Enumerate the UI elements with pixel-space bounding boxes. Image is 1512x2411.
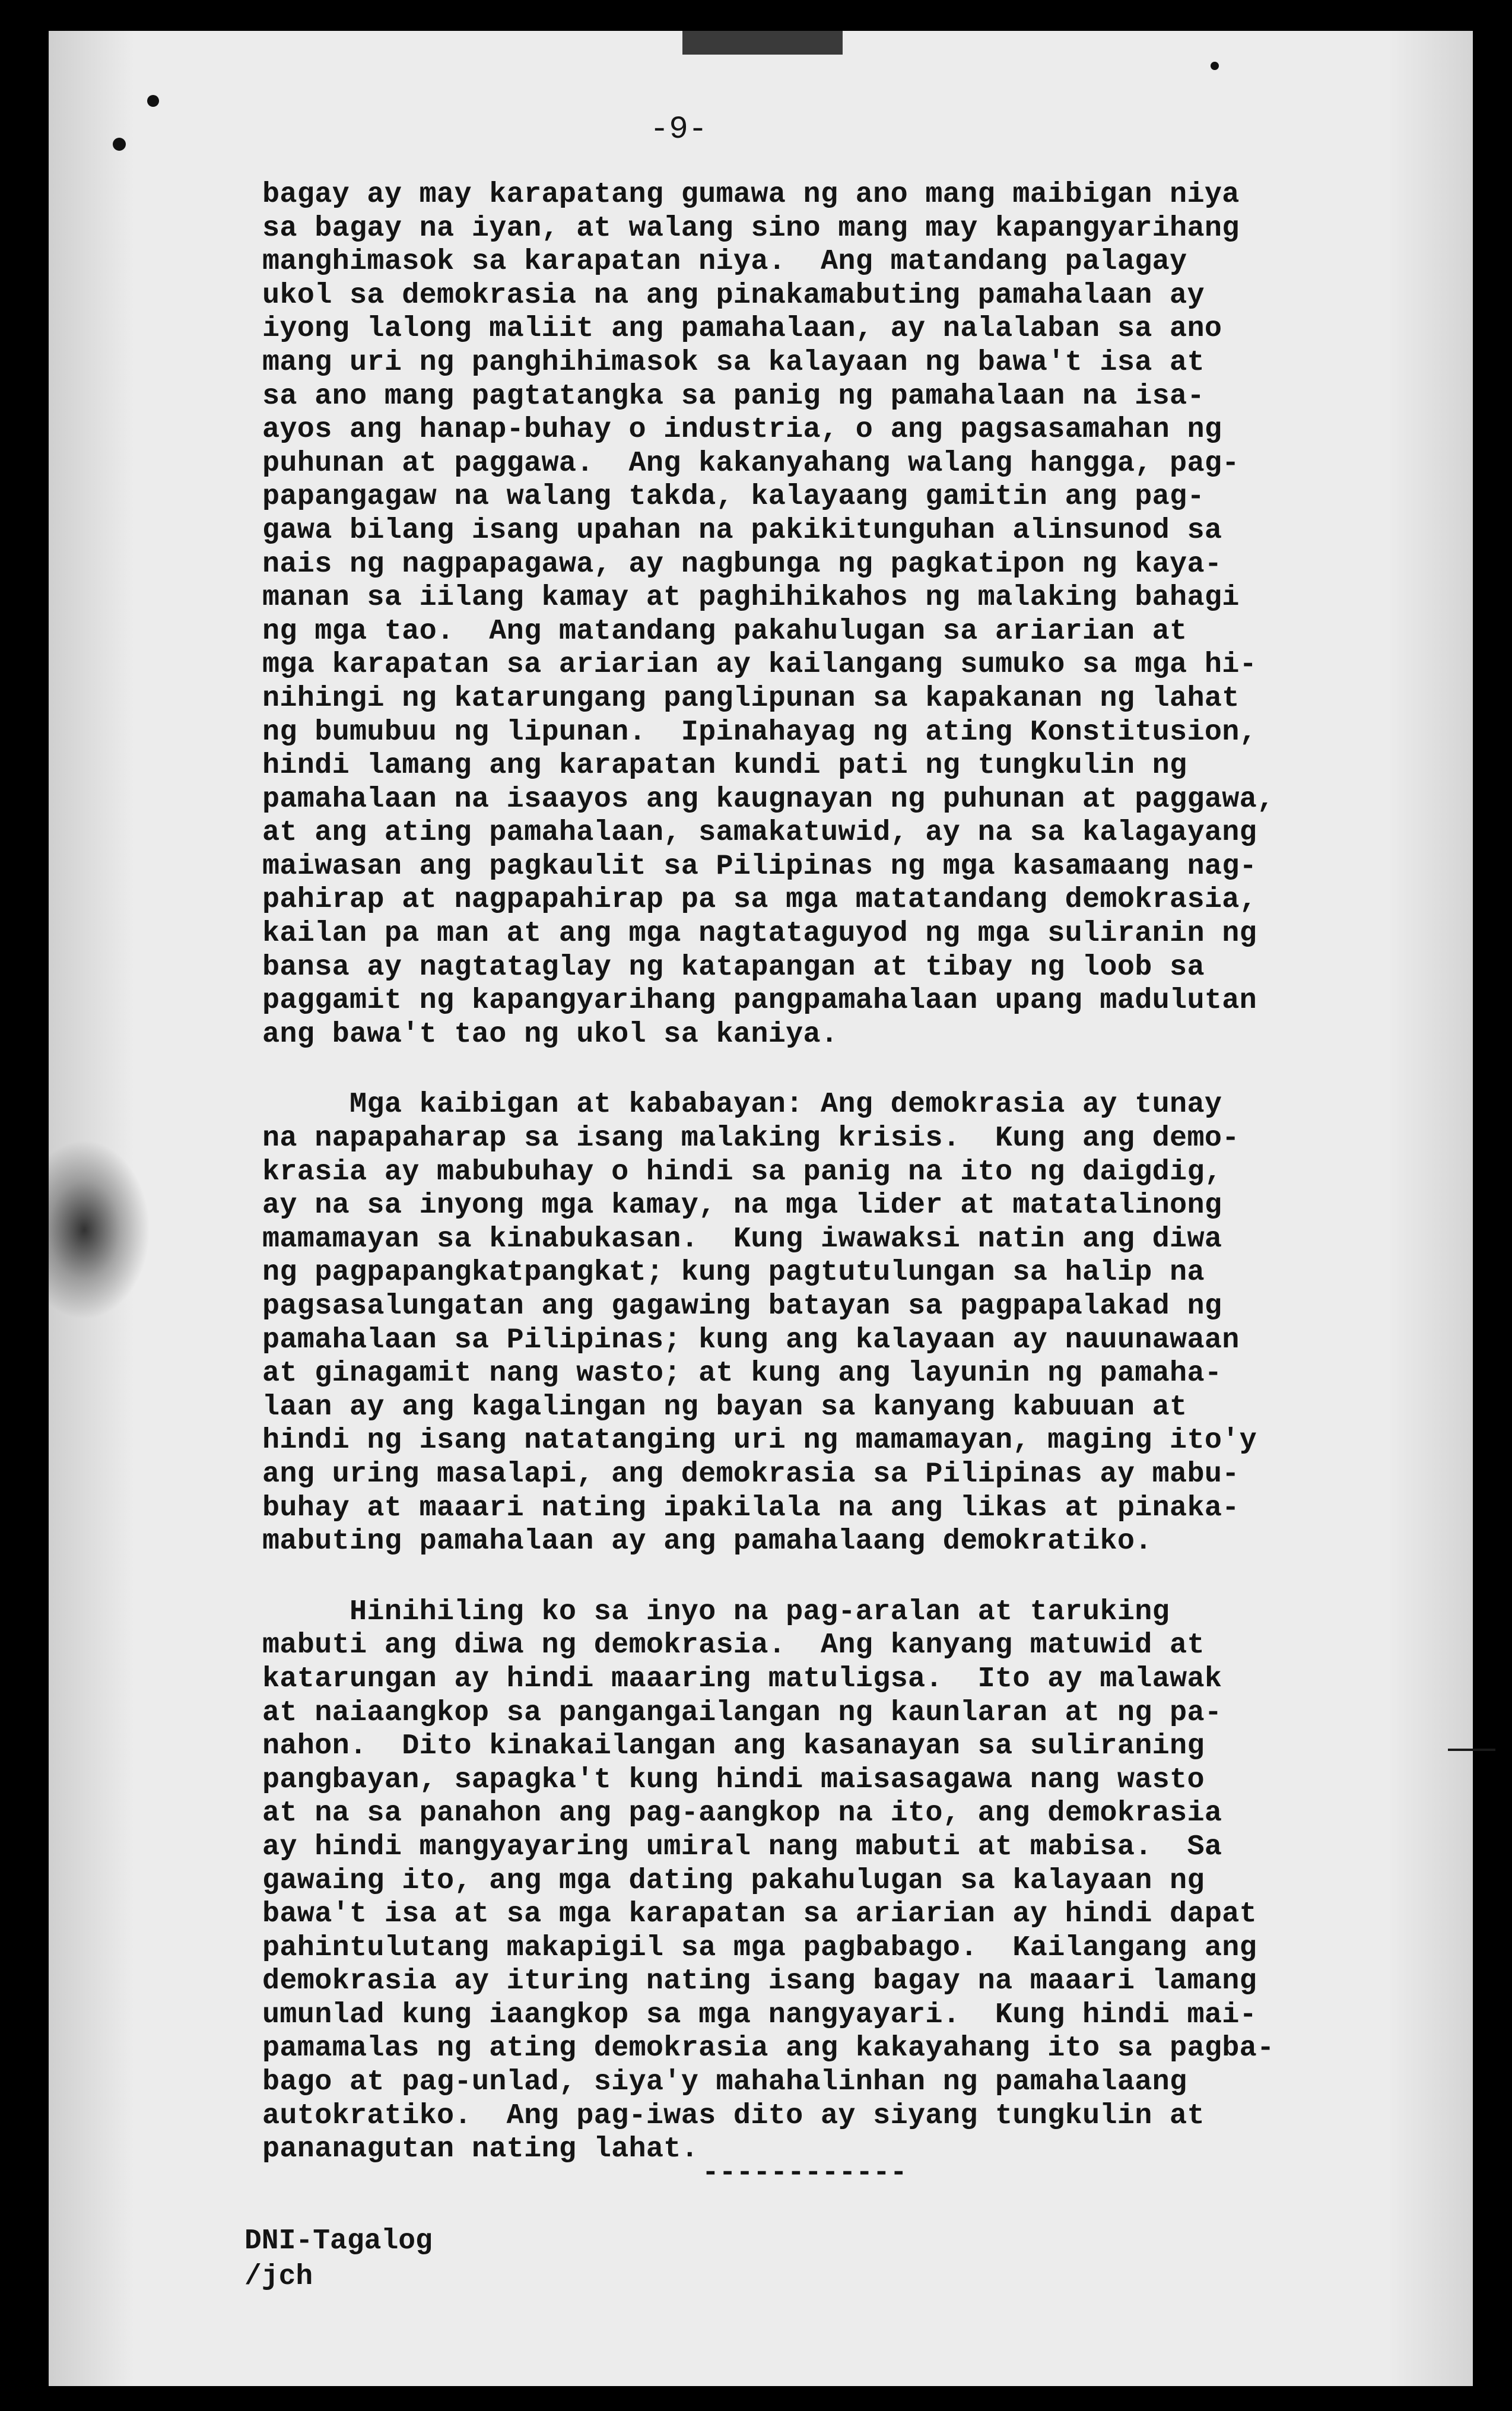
text-line: mabuti ang diwa ng demokrasia. Ang kanyang matuwid at bbox=[262, 1629, 1205, 1662]
text-line: Mga kaibigan at kababayan: Ang demokrasia ay tunay bbox=[262, 1088, 1222, 1121]
text-line: buhay at maaari nating ipakilala na ang likas at pinaka- bbox=[262, 1491, 1240, 1524]
text-line: bansa ay nagtataglay ng katapangan at tibay ng loob sa bbox=[262, 950, 1205, 984]
text-line: at ginagamit nang wasto; at kung ang layunin ng pamaha- bbox=[262, 1357, 1222, 1390]
text-line: ukol sa demokrasia na ang pinakamabuting pamahalaan ay bbox=[262, 278, 1205, 312]
edge-mark bbox=[1448, 1749, 1495, 1751]
text-line: ay hindi mangyayaring umiral nang mabuti at mabisa. Sa bbox=[262, 1830, 1222, 1863]
text-line: umunlad kung iaangkop sa mga nangyayari. Kung hindi mai- bbox=[262, 1998, 1257, 2031]
punch-hole bbox=[113, 138, 126, 151]
text-line: maiwasan ang pagkaulit sa Pilipinas ng mga kasamaang nag- bbox=[262, 849, 1257, 883]
text-line: pamamalas ng ating demokrasia ang kakayahang ito sa pagba- bbox=[262, 2032, 1275, 2065]
text-line: bawa't isa at sa mga karapatan sa ariarian ay hindi dapat bbox=[262, 1898, 1257, 1931]
text-line: pahintulutang makapigil sa mga pagbabago. Kailangang ang bbox=[262, 1931, 1257, 1964]
text-line: ng bumubuu ng lipunan. Ipinahayag ng ating Konstitusion, bbox=[262, 715, 1257, 748]
text-line: paggamit ng kapangyarihang pangpamahalaan upang madulutan bbox=[262, 984, 1257, 1017]
text-line: pananagutan nating lahat. bbox=[262, 2133, 699, 2166]
paragraph-1 bbox=[262, 178, 1366, 1051]
text-line: autokratiko. Ang pag-iwas dito ay siyang tungkulin at bbox=[262, 2099, 1205, 2132]
page-number: -9- bbox=[650, 112, 708, 148]
text-line: manan sa iilang kamay at paghihikahos ng malaking bahagi bbox=[262, 581, 1240, 614]
text-line: nais ng nagpapagawa, ay nagbunga ng pagkatipon ng kaya- bbox=[262, 547, 1222, 580]
text-line: ang uring masalapi, ang demokrasia sa Pilipinas ay mabu- bbox=[262, 1457, 1240, 1490]
text-line: at ang ating pamahalaan, samakatuwid, ay na sa kalagayang bbox=[262, 816, 1257, 849]
text-line: mang uri ng panghihimasok sa kalayaan ng bawa't isa at bbox=[262, 345, 1205, 379]
text-line: pamahalaan sa Pilipinas; kung ang kalayaan ay nauunawaan bbox=[262, 1323, 1240, 1356]
text-line: ay na sa inyong mga kamay, na mga lider at matatalinong bbox=[262, 1189, 1222, 1222]
punch-hole bbox=[1211, 62, 1219, 70]
text-line: at naiaangkop sa pangangailangan ng kaunlaran at ng pa- bbox=[262, 1696, 1222, 1729]
text-line: demokrasia ay ituring nating isang bagay na maaari lamang bbox=[262, 1965, 1257, 1998]
footer-line-1: DNI-Tagalog bbox=[244, 2225, 433, 2257]
text-line: pangbayan, sapagka't kung hindi maisasagawa nang wasto bbox=[262, 1763, 1205, 1796]
text-line: iyong lalong maliit ang pamahalaan, ay nalalaban sa ano bbox=[262, 312, 1222, 345]
footer-line-2: /jch bbox=[244, 2261, 313, 2293]
text-line: pahirap at nagpapahirap pa sa mga matatandang demokrasia, bbox=[262, 883, 1257, 916]
text-line: sa bagay na iyan, at walang sino mang may kapangyarihang bbox=[262, 211, 1240, 245]
text-line: manghimasok sa karapatan niya. Ang matandang palagay bbox=[262, 245, 1187, 278]
text-line: nihingi ng katarungang panglipunan sa kapakanan ng lahat bbox=[262, 681, 1240, 715]
text-line: mga karapatan sa ariarian ay kailangang sumuko sa mga hi- bbox=[262, 648, 1257, 681]
text-line: ang bawa't tao ng ukol sa kaniya. bbox=[262, 1017, 838, 1051]
body-text bbox=[262, 178, 1366, 2166]
text-line: puhunan at paggawa. Ang kakanyahang walang hangga, pag- bbox=[262, 446, 1240, 480]
text-line: bago at pag-unlad, siya'y mahahalinhan ng pamahalaang bbox=[262, 2066, 1187, 2099]
footer-reference bbox=[244, 2223, 433, 2295]
text-line: Hinihiling ko sa inyo na pag-aralan at taruking bbox=[262, 1595, 1170, 1628]
text-line: nahon. Dito kinakailangan ang kasanayan sa suliraning bbox=[262, 1730, 1205, 1763]
text-line: sa ano mang pagtatangka sa panig ng pamahalaan na isa- bbox=[262, 379, 1205, 413]
separator-line: ------------ bbox=[702, 2157, 907, 2189]
text-line: ng mga tao. Ang matandang pakahulugan sa ariarian at bbox=[262, 614, 1187, 648]
text-line: kailan pa man at ang mga nagtataguyod ng mga suliranin ng bbox=[262, 917, 1257, 950]
text-line: bagay ay may karapatang gumawa ng ano mang maibigan niya bbox=[262, 178, 1240, 211]
text-line: at na sa panahon ang pag-aangkop na ito, ang demokrasia bbox=[262, 1797, 1222, 1830]
text-line: laan ay ang kagalingan ng bayan sa kanyang kabuuan at bbox=[262, 1390, 1187, 1423]
paper-tab bbox=[682, 31, 843, 55]
punch-hole bbox=[147, 95, 159, 107]
text-line: mabuting pamahalaan ay ang pamahalaang demokratiko. bbox=[262, 1525, 1152, 1558]
text-line: hindi lamang ang karapatan kundi pati ng tungkulin ng bbox=[262, 749, 1187, 782]
text-line: papangagaw na walang takda, kalayaang gamitin ang pag- bbox=[262, 480, 1205, 513]
text-line: pagsasalungatan ang gagawing batayan sa pagpapalakad ng bbox=[262, 1290, 1222, 1322]
text-line: krasia ay mabubuhay o hindi sa panig na ito ng daigdig, bbox=[262, 1155, 1222, 1188]
text-line: hindi ng isang natatanging uri ng mamamayan, maging ito'y bbox=[262, 1424, 1257, 1457]
text-line: katarungan ay hindi maaaring matuligsa. Ito ay malawak bbox=[262, 1662, 1222, 1695]
paragraph-2 bbox=[262, 1088, 1366, 1558]
text-line: na napapaharap sa isang malaking krisis. Kung ang demo- bbox=[262, 1122, 1240, 1155]
text-line: pamahalaan na isaayos ang kaugnayan ng puhunan at paggawa, bbox=[262, 782, 1275, 816]
text-line: gawaing ito, ang mga dating pakahulugan sa kalayaan ng bbox=[262, 1864, 1205, 1897]
text-line: ng pagpapangkatpangkat; kung pagtutulungan sa halip na bbox=[262, 1256, 1205, 1289]
text-line: ayos ang hanap-buhay o industria, o ang pagsasamahan ng bbox=[262, 413, 1222, 446]
paragraph-3 bbox=[262, 1595, 1366, 2166]
text-line: gawa bilang isang upahan na pakikitunguhan alinsunod sa bbox=[262, 513, 1222, 547]
text-line: mamamayan sa kinabukasan. Kung iwawaksi natin ang diwa bbox=[262, 1222, 1222, 1255]
